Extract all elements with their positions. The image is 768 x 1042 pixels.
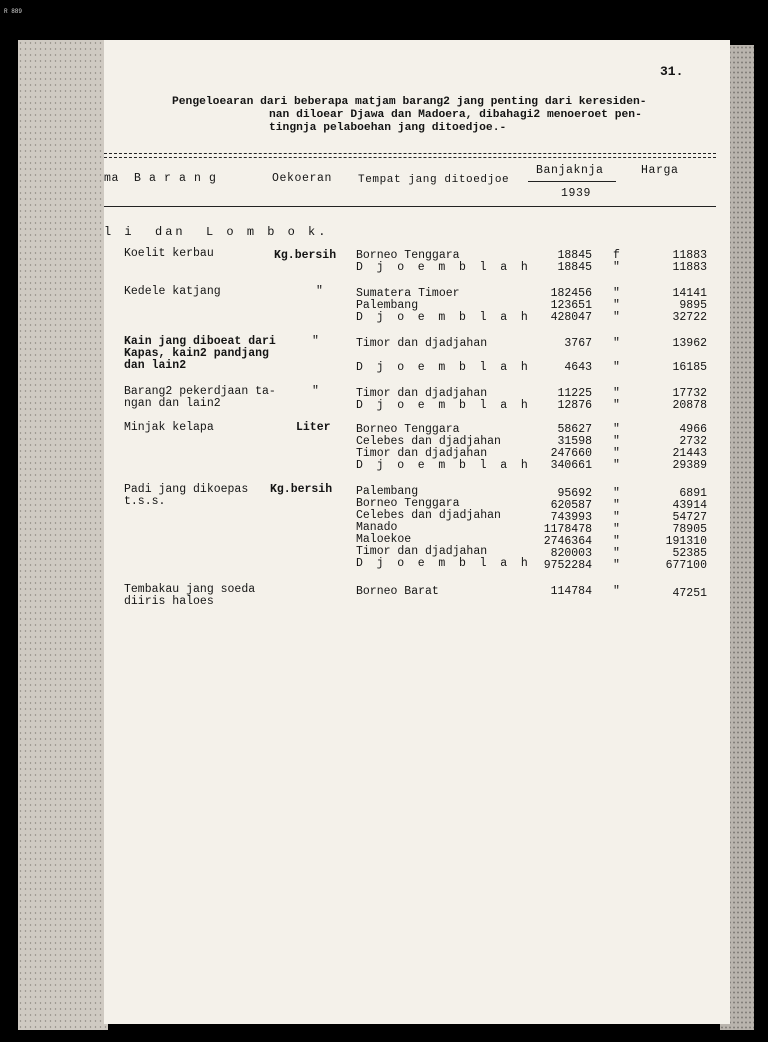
destination-cell: Borneo Tenggara	[356, 497, 460, 510]
item-name: Padi jang dikoepas	[124, 483, 249, 496]
page-number: 31.	[660, 64, 684, 79]
currency-mark: "	[613, 447, 620, 460]
scan-mark: R 889	[4, 8, 23, 15]
price-cell: 78905	[672, 523, 707, 536]
price-cell: 13962	[672, 337, 707, 350]
destination-cell: Maloekoe	[356, 533, 412, 546]
destination-cell: Borneo Tenggara	[356, 423, 460, 436]
currency-mark: "	[613, 459, 620, 472]
col-header-nama-barang: ma B a r a n g	[104, 172, 217, 185]
section-title: l i dan L o m b o k.	[104, 225, 329, 239]
col-header-banjaknja: Banjaknja	[536, 164, 604, 177]
price-cell: 11883	[672, 261, 707, 274]
price-cell: 43914	[672, 499, 707, 512]
price-cell: 20878	[672, 399, 707, 412]
currency-mark: "	[613, 435, 620, 448]
heading-line-1: Pengeloearan dari beberapa matjam barang2 jang penting dari keresiden-	[172, 96, 647, 108]
price-cell: 47251	[672, 587, 707, 600]
destination-cell: Manado	[356, 521, 398, 534]
destination-cell: D j o e m b l a h	[356, 557, 532, 570]
currency-mark: "	[613, 559, 620, 572]
quantity-cell: 2746364	[543, 535, 592, 548]
currency-mark: "	[613, 499, 620, 512]
quantity-cell: 95692	[557, 487, 592, 500]
document-page	[104, 40, 730, 1024]
destination-cell: Palembang	[356, 299, 419, 312]
price-cell: 2732	[679, 435, 707, 448]
price-cell: 32722	[672, 311, 707, 324]
price-cell: 9895	[679, 299, 707, 312]
item-name: Kain jang diboeat dari	[124, 335, 276, 348]
destination-cell: D j o e m b l a h	[356, 361, 532, 374]
price-cell: 677100	[665, 559, 707, 572]
destination-cell: D j o e m b l a h	[356, 399, 532, 412]
unit-cell: "	[316, 285, 323, 298]
double-rule-top	[104, 153, 716, 154]
currency-mark: "	[613, 287, 620, 300]
quantity-cell: 4643	[564, 361, 592, 374]
item-name: Barang2 pekerdjaan ta-	[124, 385, 276, 398]
currency-mark: "	[613, 523, 620, 536]
destination-cell: Timor dan djadjahan	[356, 545, 488, 558]
quantity-cell: 1178478	[543, 523, 592, 536]
heading-line-2: nan diloear Djawa dan Madoera, dibahagi2 menoeroet pen-	[269, 109, 642, 121]
item-name: Kapas, kain2 pandjang	[124, 347, 269, 360]
quantity-cell: 123651	[550, 299, 592, 312]
destination-cell: D j o e m b l a h	[356, 261, 532, 274]
price-cell: 52385	[672, 547, 707, 560]
currency-mark: f	[613, 249, 620, 262]
currency-mark: "	[613, 423, 620, 436]
item-name: diiris haloes	[124, 595, 214, 608]
destination-cell: Timor dan djadjahan	[356, 447, 488, 460]
currency-mark: "	[613, 387, 620, 400]
unit-cell: "	[312, 335, 319, 348]
unit-cell: "	[312, 385, 319, 398]
left-page-edge	[18, 40, 108, 1030]
quantity-cell: 340661	[550, 459, 592, 472]
quantity-cell: 114784	[550, 585, 592, 598]
destination-cell: Timor dan djadjahan	[356, 337, 488, 350]
currency-mark: "	[613, 361, 620, 374]
destination-cell: Palembang	[356, 485, 419, 498]
price-cell: 4966	[679, 423, 707, 436]
destination-cell: D j o e m b l a h	[356, 459, 532, 472]
currency-mark: "	[613, 399, 620, 412]
quantity-cell: 620587	[550, 499, 592, 512]
quantity-cell: 31598	[557, 435, 592, 448]
quantity-cell: 743993	[550, 511, 592, 524]
price-cell: 11883	[672, 249, 707, 262]
quantity-cell: 58627	[557, 423, 592, 436]
destination-cell: D j o e m b l a h	[356, 311, 532, 324]
unit-cell: Kg.bersih	[274, 249, 337, 262]
price-cell: 54727	[672, 511, 707, 524]
item-name: ngan dan lain2	[124, 397, 221, 410]
price-cell: 29389	[672, 459, 707, 472]
price-cell: 191310	[665, 535, 707, 548]
banjaknja-underline	[528, 181, 616, 182]
item-name: Tembakau jang soeda	[124, 583, 256, 596]
quantity-cell: 18845	[557, 249, 592, 262]
item-name: t.s.s.	[124, 495, 166, 508]
currency-mark: "	[613, 511, 620, 524]
col-header-tempat: Tempat jang ditoedjoe	[358, 174, 510, 186]
destination-cell: Celebes dan djadjahan	[356, 509, 501, 522]
quantity-cell: 18845	[557, 261, 592, 274]
quantity-cell: 3767	[564, 337, 592, 350]
quantity-cell: 9752284	[543, 559, 592, 572]
price-cell: 21443	[672, 447, 707, 460]
destination-cell: Celebes dan djadjahan	[356, 435, 501, 448]
price-cell: 6891	[679, 487, 707, 500]
currency-mark: "	[613, 261, 620, 274]
col-header-oekoeran: Oekoeran	[272, 172, 333, 185]
heading-line-3: tingnja pelaboehan jang ditoedjoe.-	[269, 122, 507, 134]
quantity-cell: 12876	[557, 399, 592, 412]
item-name: Minjak kelapa	[124, 421, 214, 434]
quantity-cell: 182456	[550, 287, 592, 300]
item-name: Kedele katjang	[124, 285, 221, 298]
destination-cell: Timor dan djadjahan	[356, 387, 488, 400]
header-bottom-rule	[104, 206, 716, 207]
destination-cell: Borneo Tenggara	[356, 249, 460, 262]
currency-mark: "	[613, 337, 620, 350]
price-cell: 14141	[672, 287, 707, 300]
col-header-harga: Harga	[641, 164, 679, 177]
quantity-cell: 247660	[550, 447, 592, 460]
unit-cell: Kg.bersih	[270, 483, 333, 496]
destination-cell: Borneo Barat	[356, 585, 439, 598]
quantity-cell: 820003	[550, 547, 592, 560]
currency-mark: "	[613, 535, 620, 548]
double-rule-bottom	[104, 157, 716, 158]
quantity-cell: 11225	[557, 387, 592, 400]
item-name: Koelit kerbau	[124, 247, 214, 260]
price-cell: 17732	[672, 387, 707, 400]
currency-mark: "	[613, 487, 620, 500]
price-cell: 16185	[672, 361, 707, 374]
currency-mark: "	[613, 299, 620, 312]
item-name: dan lain2	[124, 359, 187, 372]
col-header-year: 1939	[561, 187, 592, 200]
unit-cell: Liter	[296, 421, 331, 434]
currency-mark: "	[613, 585, 620, 598]
quantity-cell: 428047	[550, 311, 592, 324]
currency-mark: "	[613, 547, 620, 560]
currency-mark: "	[613, 311, 620, 324]
destination-cell: Sumatera Timoer	[356, 287, 460, 300]
